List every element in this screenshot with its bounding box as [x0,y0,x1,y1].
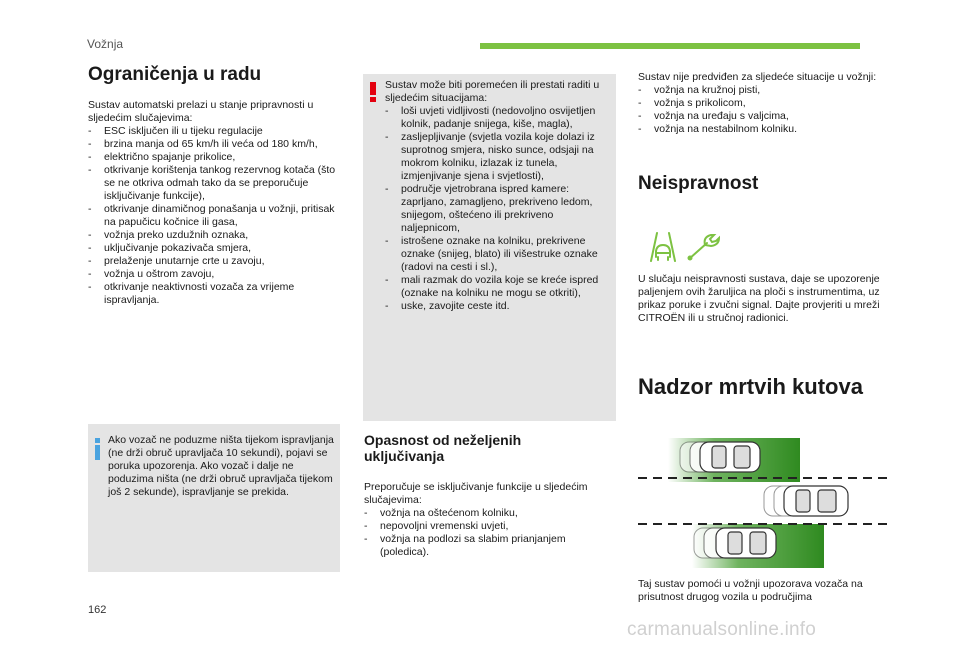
list-item: - vožnja preko uzdužnih oznaka, [88,229,343,242]
list-item: - vožnja na podlozi sa slabim prianjanjem (poledica). [364,533,604,559]
warning-intro: Sustav može biti poremećen ili prestati raditi u sljedećim situacijama: [385,79,600,104]
list-item: - vožnja na uređaju s valjcima, [638,110,888,123]
list-item: - vožnja u oštrom zavoju, [88,268,343,281]
heading-blind-spot: Nadzor mrtvih kutova [638,374,863,399]
wrench-icon [689,235,720,260]
not-intended-text [638,71,888,136]
heading-unwanted-activation: Opasnost od neželjenih uključivanja [364,432,522,464]
watermark: carmanualsonline.info [627,619,817,640]
list-item: - vožnja s prikolicom, [638,97,888,110]
list-item: - mali razmak do vozila koje se kreće ispred (oznake na kolniku ne mogu se otkriti), [385,274,613,300]
list-item: - vožnja na oštećenom kolniku, [364,507,604,520]
unwanted-list [364,507,604,559]
list-item: - električno spajanje prikolice, [88,151,343,164]
info-box [88,424,340,572]
page-number: 162 [88,604,107,616]
list-item: - ESC isključen ili u tijeku regulacije [88,125,343,138]
warning-box [363,74,616,421]
list-item: - uključivanje pokazivača smjera, [88,242,343,255]
warning-list [385,105,613,313]
list-item: - zasljepljivanje (svjetla vozila koje dolazi iz suprotnog smjera, nisko sunce, odsjaji na mokrom kolniku, izlazak iz tunela, izmjenjivanje sjena i svjetlosti), [385,131,613,183]
list-item: - uske, zavojite ceste itd. [385,300,613,313]
info-icon [94,438,101,460]
list-item: - otkrivanje dinamičnog ponašanja u vožnji, pritisak na papučicu kočnice ili gasa, [88,203,343,229]
list-item: - vožnja na kružnoj pisti, [638,84,888,97]
heading-limitations: Ograničenja u radu [88,64,262,85]
blind-spot-illustration [638,432,890,572]
section-accent-bar [480,43,860,49]
list-item: - otkrivanje neaktivnosti vozača za vrijeme ispravljanja. [88,281,343,307]
malfunction-symbols [645,229,727,265]
not-intended-list [638,84,888,136]
malfunction-text: U slučaju neispravnosti sustava, daje se upozorenje paljenjem ovih žaruljica na ploči s instrumentima, uz prikaz poruke i zvučni signal. Dajte provjeriti u mreži CITROËN ili u stručnoj radionici. [638,273,880,324]
limitations-intro: Sustav automatski prelazi u stanje pripravnosti u sljedećim slučajevima: [88,99,314,124]
lane-departure-icon [651,233,675,261]
blind-spot-text: Taj sustav pomoći u vožnji upozorava vozača na prisutnost drugog vozila u područjima [638,578,863,603]
section-label: Vožnja [87,37,124,51]
list-item: - brzina manja od 65 km/h ili veća od 180 km/h, [88,138,343,151]
list-item: - istrošene oznake na kolniku, prekrivene oznake (snijeg, blato) ili višestruke oznake (radovi na cesti i sl.), [385,235,613,274]
limitations-text [88,99,343,307]
warning-exclamation-icon [368,82,378,102]
not-intended-intro: Sustav nije predviđen za sljedeće situacije u vožnji: [638,71,877,83]
list-item: - loši uvjeti vidljivosti (nedovoljno osvijetljen kolnik, padanje snijega, kiše, magla), [385,105,613,131]
info-text: Ako vozač ne poduzme ništa tijekom ispravljanja (ne drži obruč upravljača 10 sekundi), pojavi se poruka upozorenja. Ako vozač i dalje ne poduzima ništa (ne drži obruč upravljača tijekom još 2 sekunde), ispravljanje se prekida. [108,434,334,498]
heading-malfunction: Neispravnost [638,173,759,194]
list-item: - područje vjetrobrana ispred kamere: zaprljano, zamagljeno, prekriveno ledom, snijegom, oštećeno ili prekriveno naljepnicom, [385,183,613,235]
list-item: - otkrivanje korištenja tankog rezervnog kotača (što se ne otkriva odmah tako da se preporučuje isključivanje funkcije), [88,164,343,203]
warning-text [385,79,613,313]
list-item: - prelaženje unutarnje crte u zavoju, [88,255,343,268]
limitations-list [88,125,343,307]
unwanted-intro: Preporučuje se isključivanje funkcije u sljedećim slučajevima: [364,481,588,506]
list-item: - vožnja na nestabilnom kolniku. [638,123,888,136]
own-car-top-view [784,486,848,516]
list-item: - nepovoljni vremenski uvjeti, [364,520,604,533]
unwanted-activation-text [364,481,604,559]
